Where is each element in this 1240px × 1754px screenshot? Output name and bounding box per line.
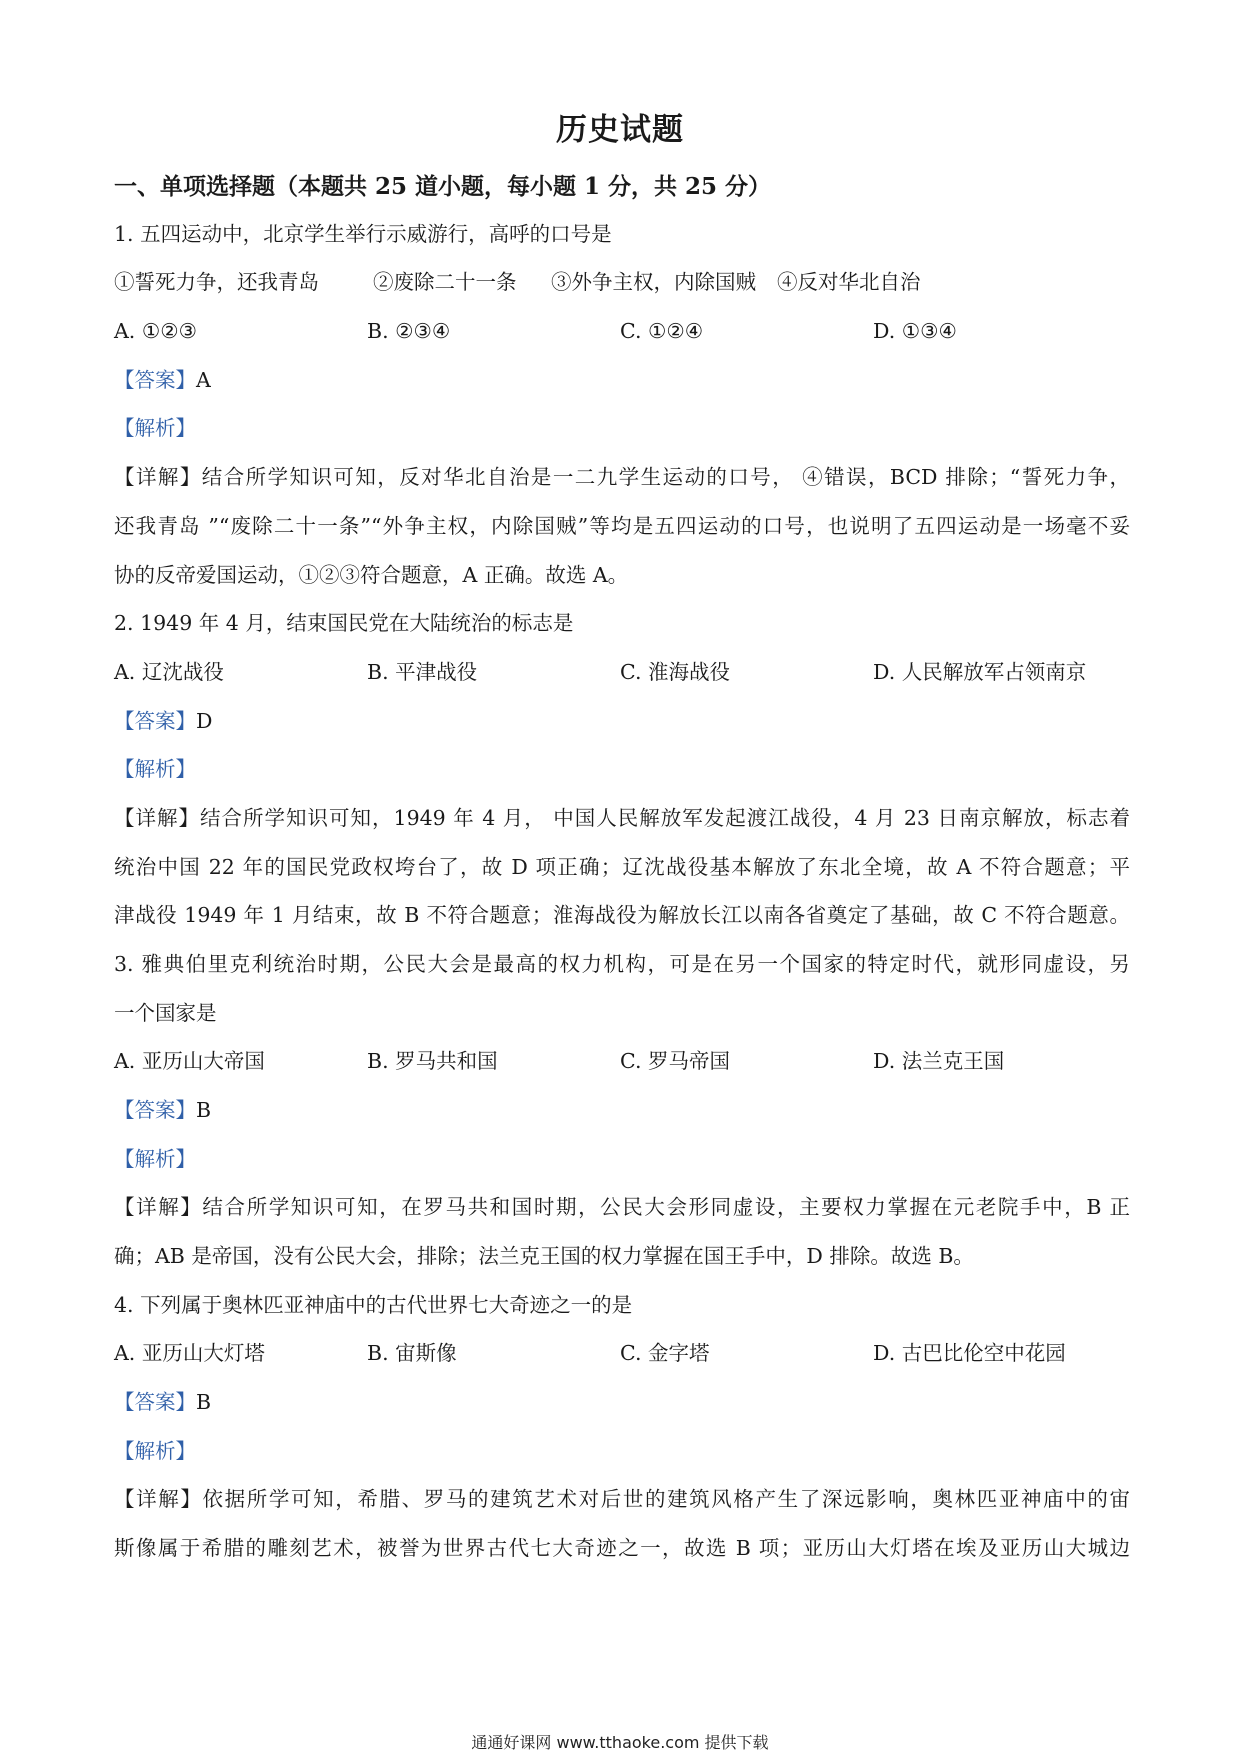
question-4-stem: 4. 下列属于奥林匹亚神庙中的古代世界七大奇迹之一的是 [114, 1293, 633, 1317]
q1-sub-item-3: ③外争主权，内除国贼 [551, 270, 756, 294]
question-1-stem: 1. 五四运动中，北京学生举行示威游行，高呼的口号是 [114, 222, 612, 246]
q4-detail-line-2: 斯像属于希腊的雕刻艺术，被誉为世界古代七大奇迹之一，故选 B 项；亚历山大灯塔在埃及亚历山大城边 [114, 1536, 1130, 1560]
q1-option-d: D. ①③④ [873, 319, 957, 343]
q1-sub-item-1: ①誓死力争，还我青岛 [114, 270, 319, 294]
q4-analysis-label: 【解析】 [114, 1439, 196, 1463]
detail-label: 【详解】 [114, 465, 202, 489]
answer-label: 【答案】 [114, 1390, 196, 1414]
page-title: 历史试题 [556, 112, 684, 148]
q2-detail-line-3: 津战役 1949 年 1 月结束，故 B 不符合题意；淮海战役为解放长江以南各省奠定了基础，故 C 不符合题意。 [114, 903, 1130, 927]
page-footer: 通通好课网 www.tthaoke.com 提供下载 [471, 1733, 769, 1752]
q3-detail-line-2: 确；AB 是帝国，没有公民大会，排除；法兰克王国的权力掌握在国王手中，D 排除。故选 B。 [114, 1244, 974, 1268]
q2-detail-line-2: 统治中国 22 年的国民党政权垮台了，故 D 项正确；辽沈战役基本解放了东北全境，故 A 不符合题意；平 [114, 855, 1130, 879]
detail-label: 【详解】 [114, 806, 201, 830]
q4-option-d: D. 古巴比伦空中花园 [873, 1341, 1066, 1365]
detail-label: 【详解】 [114, 1195, 203, 1219]
q2-detail-line-1: 【详解】结合所学知识可知，1949 年 4 月， 中国人民解放军发起渡江战役，4 月 23 日南京解放，标志着 [114, 806, 1130, 830]
q3-option-a: A. 亚历山大帝国 [114, 1049, 265, 1073]
q1-sub-item-4: ④反对华北自治 [777, 270, 921, 294]
q2-analysis-label: 【解析】 [114, 757, 196, 781]
q4-option-c: C. 金字塔 [620, 1341, 710, 1365]
q3-option-c: C. 罗马帝国 [620, 1049, 730, 1073]
q1-answer [114, 365, 1130, 395]
q3-detail-line-1: 【详解】结合所学知识可知，在罗马共和国时期，公民大会形同虚设，主要权力掌握在元老院手中，B 正 [114, 1195, 1130, 1219]
q4-option-a: A. 亚历山大灯塔 [114, 1341, 265, 1365]
q2-option-c: C. 淮海战役 [620, 660, 730, 684]
q1-option-a: A. ①②③ [114, 319, 197, 343]
q1-detail-line-1: 【详解】结合所学知识可知，反对华北自治是一二九学生运动的口号， ④错误，BCD 排除；“誓死力争， [114, 465, 1130, 489]
q3-answer [114, 1095, 1130, 1125]
q1-option-b: B. ②③④ [367, 319, 451, 343]
q3-answer-value: B [196, 1098, 212, 1122]
q1-answer-value: A [196, 368, 211, 392]
q1-detail-line-2: 还我青岛 ”“废除二十一条”“外争主权，内除国贼”等均是五四运动的口号，也说明了五四运动是一场毫不妥 [114, 514, 1130, 538]
answer-label: 【答案】 [114, 368, 196, 392]
q2-option-b: B. 平津战役 [367, 660, 478, 684]
question-2-stem: 2. 1949 年 4 月，结束国民党在大陆统治的标志是 [114, 611, 574, 635]
question-3-stem-line-2: 一个国家是 [114, 1001, 217, 1025]
q3-option-b: B. 罗马共和国 [367, 1049, 498, 1073]
q2-answer [114, 706, 1130, 736]
section-heading: 一、单项选择题（本题共 25 道小题，每小题 1 分，共 25 分） [114, 173, 772, 200]
q1-analysis-label: 【解析】 [114, 416, 196, 440]
q2-option-a: A. 辽沈战役 [114, 660, 224, 684]
q3-analysis-label: 【解析】 [114, 1147, 196, 1171]
q2-answer-value: D [196, 709, 213, 733]
detail-label: 【详解】 [114, 1487, 203, 1511]
q4-option-b: B. 宙斯像 [367, 1341, 457, 1365]
q4-detail-line-1: 【详解】依据所学可知，希腊、罗马的建筑艺术对后世的建筑风格产生了深远影响，奥林匹亚神庙中的宙 [114, 1487, 1130, 1511]
q3-option-d: D. 法兰克王国 [873, 1049, 1005, 1073]
q1-option-c: C. ①②④ [620, 319, 704, 343]
answer-label: 【答案】 [114, 1098, 196, 1122]
q2-option-d: D. 人民解放军占领南京 [873, 660, 1087, 684]
q4-answer [114, 1387, 1130, 1417]
q1-detail-line-3: 协的反帝爱国运动，①②③符合题意，A 正确。故选 A。 [114, 563, 629, 587]
question-3-stem-line-1: 3. 雅典伯里克利统治时期，公民大会是最高的权力机构，可是在另一个国家的特定时代，就形同虚设，另 [114, 952, 1130, 976]
answer-label: 【答案】 [114, 709, 196, 733]
q1-sub-item-2: ②废除二十一条 [373, 270, 517, 294]
q4-answer-value: B [196, 1390, 212, 1414]
